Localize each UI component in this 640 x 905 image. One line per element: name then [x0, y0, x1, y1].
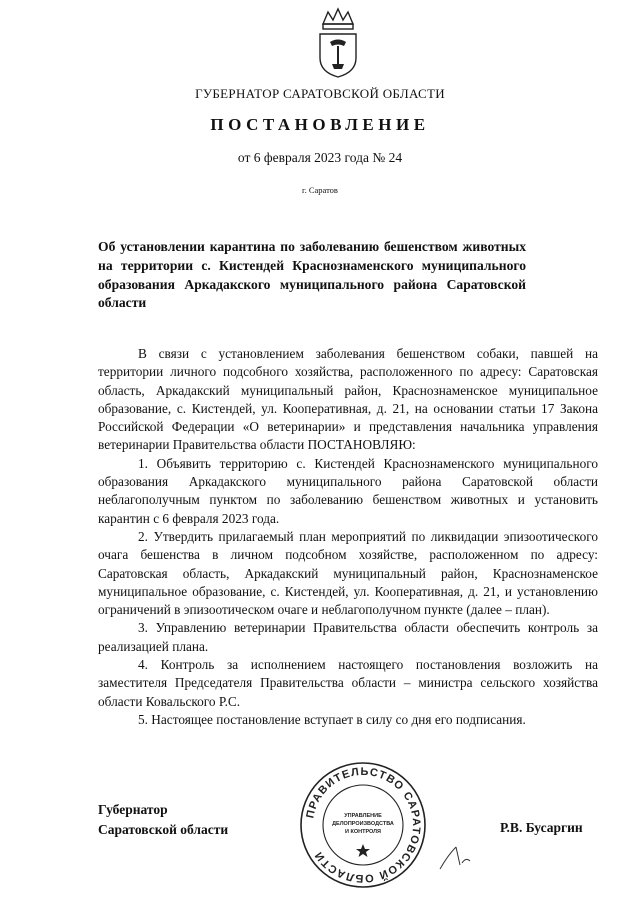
signatory-position	[98, 800, 228, 839]
stamp-outer-text: ПРАВИТЕЛЬСТВО САРАТОВСКОЙ ОБЛАСТИ	[304, 765, 423, 885]
document-city: г. Саратов	[302, 185, 338, 195]
preamble-paragraph: В связи с установлением заболевания бешенством собаки, павшей на территории личного подсобного хозяйства, расположенного по адресу: Саратовская область, Аркадакский муниципальный район, Краснознаменское муниципальное образование, с. Кистендей, ул. Кооперативная, д. 21, на основании статьи 17 Закона Российской Федерации «О ветеринарии» и представления начальника управления ветеринарии Правительства области ПОСТАНОВЛЯЮ:	[98, 346, 598, 453]
item-paragraph: 3. Управлению ветеринарии Правительства области обеспечить контроль за реализацией плана.	[98, 620, 598, 654]
handwritten-signature	[430, 835, 500, 875]
signatory-name: Р.В. Бусаргин	[500, 820, 583, 835]
stamp-inner-line: И КОНТРОЛЯ	[345, 829, 381, 835]
official-stamp	[298, 760, 428, 890]
saratov-coat-of-arms-icon	[315, 6, 361, 80]
signatory-position-line: Саратовской области	[98, 821, 229, 837]
document-title: Об установлении карантина по заболеванию бешенством животных на территории с. Кистендей Краснознаменского муниципального образования Аркадакского муниципального района Саратовской области	[98, 239, 526, 311]
item-paragraph: 2. Утвердить прилагаемый план мероприятий по ликвидации эпизоотического очага бешенства в личном подсобном хозяйстве, расположенном по адресу: Саратовская область, Аркадакский муниципальный район, Краснознаменское муниципальное образование, с. Кистендей, ул. Кооперативная, д. 21, и установлению ограничений в эпизоотическом очаге и неблагополучном пункте (далее – план).	[98, 528, 598, 618]
item-paragraph: 4. Контроль за исполнением настоящего постановления возложить на заместителя Председателя Правительства области – министра сельского хозяйства области Ковальского Р.С.	[98, 657, 598, 709]
document-body	[98, 345, 598, 729]
star-icon	[356, 844, 370, 857]
stamp-inner-line: ДЕЛОПРОИЗВОДСТВА	[332, 821, 394, 827]
item-paragraph: 1. Объявить территорию с. Кистендей Краснознаменского муниципального образования Аркадакского муниципального района Саратовской области неблагополучным пунктом по заболеванию бешенством животных и установить карантин с 6 февраля 2023 года.	[98, 455, 598, 526]
issuing-authority: ГУБЕРНАТОР САРАТОВСКОЙ ОБЛАСТИ	[195, 86, 445, 101]
stamp-inner-line: УПРАВЛЕНИЕ	[344, 813, 382, 819]
document-type: ПОСТАНОВЛЕНИЕ	[210, 115, 430, 134]
document-date-number: от 6 февраля 2023 года № 24	[237, 150, 403, 165]
signatory-position-line: Губернатор	[98, 802, 168, 817]
item-paragraph: 5. Настоящее постановление вступает в силу со дня его подписания.	[138, 711, 526, 727]
